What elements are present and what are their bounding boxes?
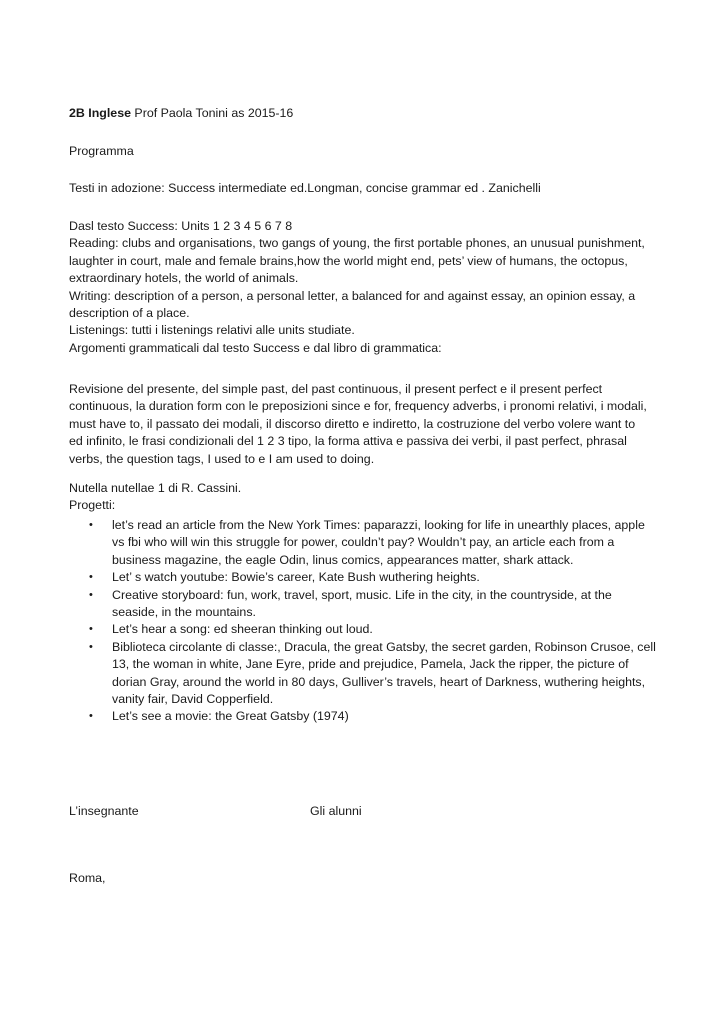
argomenti-line: Argomenti grammaticali dal testo Success e dal libro di grammatica: (69, 340, 442, 355)
listenings-line: Listenings: tutti i listenings relativi alle units studiate. (69, 323, 355, 338)
bullet-icon: • (89, 623, 93, 636)
list-item (69, 621, 659, 638)
list-item-line: 13, the woman in white, Jane Eyre, pride and prejudice, Pamela, Jack the ripper, the picture of (112, 657, 629, 672)
revisione-line-1: Revisione del presente, del simple past, del past continuous, il present perfect e il present perfect (69, 382, 603, 396)
list-item-line: vanity fair, David Copperfield. (112, 692, 274, 707)
progetti-list (69, 517, 659, 726)
list-item-line: seaside, in the mountains. (112, 605, 256, 620)
reading-line-2: laughter in court, male and female brains,how the world might end, pets’ view of humans, the octopus, (69, 253, 628, 268)
list-item-line: vs fbi who will win this struggle for power, couldn’t pay? Wouldn’t pay, an article each from a (112, 535, 615, 550)
place-line: Roma, (69, 871, 106, 885)
list-item-line: Let’ s watch youtube: Bowie’s career, Kate Bush wuthering heights. (112, 570, 480, 585)
list-item-line: let’s read an article from the New York Times: paparazzi, looking for life in unearthly places, apple (112, 518, 645, 532)
list-item-line: dorian Gray, around the world in 80 days, Gulliver’s travels, heart of Darkness, wuthering heights, (112, 674, 646, 689)
nutella-section (69, 480, 659, 515)
revisione-line-5: verbs, the question tags, I used to e I am used to doing. (69, 451, 375, 466)
bullet-icon: • (89, 640, 93, 653)
bullet-icon: • (89, 710, 93, 723)
list-item-line: Let’s see a movie: the Great Gatsby (1974) (112, 709, 349, 724)
class-label: 2B Inglese (69, 106, 131, 120)
progetti-label: Progetti: (69, 498, 116, 513)
revisione-line-2: continuous, la duration form con le preposizioni since e for, frequency adverbs, i pronomi relativi, i modali, (69, 399, 647, 414)
list-item (69, 708, 659, 725)
grammar-paragraph (69, 381, 659, 468)
revisione-line-3: must have to, il passato dei modali, il discorso diretto e indiretto, la costruzione del verbo volere want to (69, 416, 636, 431)
revisione-line-4: ed infinito, le frasi condizionali del 1 2 3 tipo, la forma attiva e passiva dei verbi, il past perfect, phrasal (69, 434, 627, 449)
bullet-icon: • (89, 519, 93, 531)
bullet-icon: • (89, 571, 93, 584)
writing-line-2: description of a place. (69, 306, 190, 321)
writing-line-1: Writing: description of a person, a personal letter, a balanced for and against essay, an opinion essay, a (69, 288, 636, 303)
teacher-year: Prof Paola Tonini as 2015-16 (130, 106, 294, 120)
reading-line-3: extraordinary hotels, the world of animals. (69, 271, 299, 286)
list-item (69, 569, 659, 586)
nutella-line: Nutella nutellae 1 di R. Cassini. (69, 481, 242, 495)
list-item-line: business magazine, the eagle Odin, linus comics, appearances matter, shark attack. (112, 552, 574, 567)
list-item (69, 517, 659, 569)
list-item-line: Creative storyboard: fun, work, travel, sport, music. Life in the city, in the countryside, at the (112, 587, 612, 602)
list-item-line: Let’s hear a song: ed sheeran thinking out loud. (112, 622, 373, 637)
reading-line-1: Reading: clubs and organisations, two gangs of young, the first portable phones, an unusual punishment, (69, 236, 645, 251)
testi-adozione: Testi in adozione: Success intermediate ed.Longman, concise grammar ed . Zanichelli (69, 181, 541, 195)
signature-teacher: L’insegnante (69, 804, 139, 818)
list-item-line: Biblioteca circolante di classe:, Dracula, the great Gatsby, the secret garden, Robinson Crusoe, cell (112, 639, 656, 654)
document-header (69, 105, 659, 122)
programma-heading: Programma (69, 144, 134, 158)
list-item (69, 587, 659, 622)
list-item (69, 639, 659, 709)
bullet-icon: • (89, 588, 93, 601)
units-line: Dasl testo Success: Units 1 2 3 4 5 6 7 8 (69, 219, 293, 233)
syllabus-section (69, 218, 659, 357)
signature-students: Gli alunni (310, 804, 362, 818)
